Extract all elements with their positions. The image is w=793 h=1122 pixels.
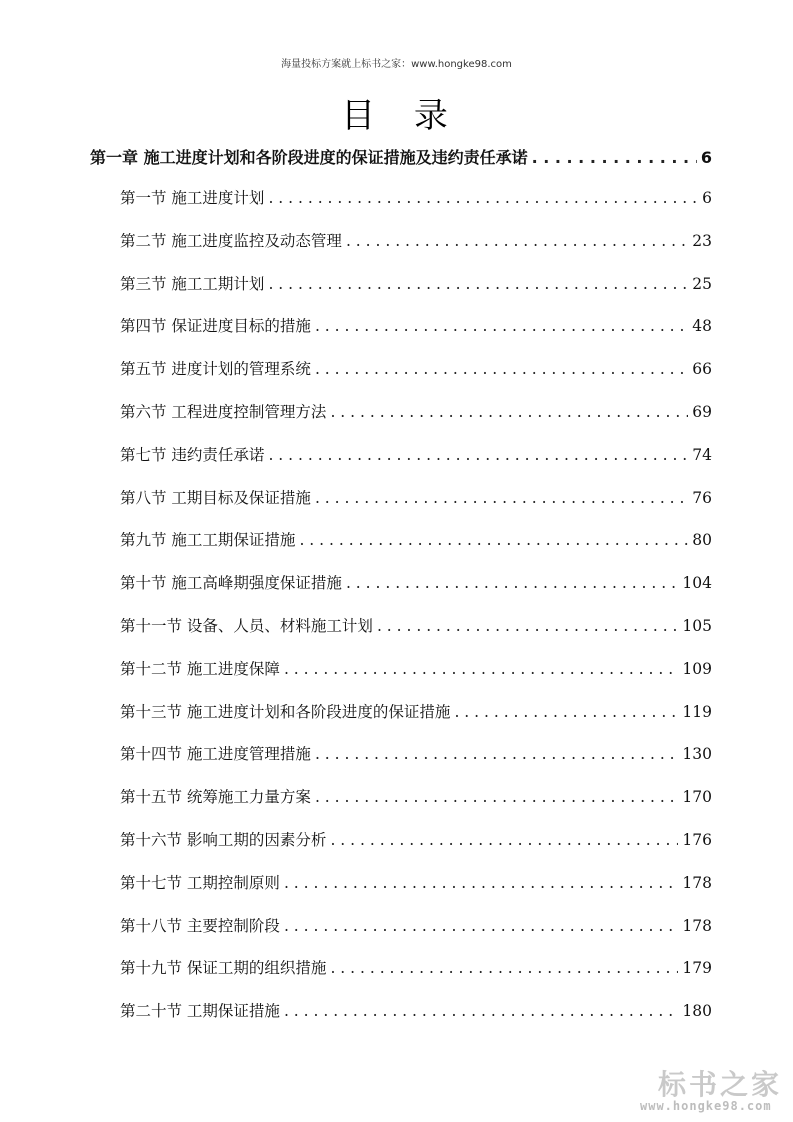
toc-page-number: 109 [682,659,712,678]
toc-dot-leader [284,912,678,940]
toc-dot-leader [315,783,678,811]
toc-entry-label: 第十六节 影响工期的因素分析 [120,831,327,849]
toc-page-number: 170 [682,788,712,807]
toc-dot-leader [315,355,688,383]
logo-url: www.hongke98.com [640,1099,772,1113]
toc-section-entry[interactable] [120,612,712,640]
toc-entry-label: 第十八节 主要控制阶段 [120,916,280,935]
header-note: 海量投标方案就上标书之家：www.hongke98.com [281,59,512,70]
toc-section-entry[interactable] [120,912,712,940]
toc-page-number: 179 [682,959,712,978]
toc-entry-label: 第四节 保证进度目标的措施 [120,317,311,336]
toc-entry-label: 第九节 施工工期保证措施 [120,531,296,550]
toc-section-entry[interactable] [120,740,712,768]
toc-dot-leader [315,484,688,512]
toc-page-number: 178 [682,916,712,935]
toc-entry-label: 第五节 进度计划的管理系统 [120,360,311,379]
toc-entry-label: 第十五节 统筹施工力量方案 [120,788,311,807]
toc-page-number: 25 [692,274,712,293]
toc-page-number: 76 [692,488,712,507]
toc-dot-leader [454,698,678,726]
toc-dot-leader [315,740,678,768]
toc-page-number: 6 [702,189,712,207]
toc-section-entry[interactable] [120,869,712,897]
toc-page-number: 80 [692,531,712,550]
toc-section-entry[interactable] [120,655,712,683]
toc-dot-leader [315,312,688,340]
toc-page-number: 176 [682,831,712,849]
toc-section-entry[interactable] [120,954,712,982]
toc-section-entry[interactable] [120,184,712,212]
toc-dot-leader [268,441,688,469]
toc-entry-label: 第十二节 施工进度保障 [120,659,280,678]
toc-entry-label: 第二节 施工进度监控及动态管理 [120,231,342,250]
toc-section-entry[interactable] [120,783,712,811]
toc-dot-leader [268,270,688,298]
toc-page-number: 130 [682,745,712,764]
toc-dot-leader [346,227,688,255]
toc-dot-leader [330,398,688,426]
toc-chapter-entry[interactable] [90,144,712,172]
toc-page-number: 66 [692,360,712,379]
toc-section-entry[interactable] [120,441,712,469]
toc-dot-leader [532,144,697,172]
toc-entry-label: 第二十节 工期保证措施 [120,1002,280,1021]
toc-page-number: 180 [682,1002,712,1021]
toc-entry-label: 第十七节 工期控制原则 [120,873,280,892]
footer-logo [640,1063,785,1115]
toc-entry-label: 第一章 施工进度计划和各阶段进度的保证措施及违约责任承诺 [90,148,528,167]
toc-dot-leader [346,569,678,597]
toc-section-entry[interactable] [120,484,712,512]
toc-section-entry[interactable] [120,997,712,1025]
toc-page-number: 6 [700,148,712,167]
page-title: 目 录 [341,96,462,136]
toc-entry-label: 第十四节 施工进度管理措施 [120,745,311,764]
toc-section-entry[interactable] [120,270,712,298]
toc-entry-label: 第十一节 设备、人员、材料施工计划 [120,617,373,635]
toc-entry-label: 第七节 违约责任承诺 [120,445,265,464]
toc-section-entry[interactable] [120,526,712,554]
toc-dot-leader [330,826,678,854]
toc-page-number: 105 [682,617,712,635]
toc-section-entry[interactable] [120,312,712,340]
toc-dot-leader [284,869,678,897]
logo-text: 标书之家 [658,1068,783,1101]
toc-entry-label: 第十九节 保证工期的组织措施 [120,959,327,978]
toc-dot-leader [268,184,698,212]
toc-entry-label: 第十三节 施工进度计划和各阶段进度的保证措施 [120,702,451,721]
toc-page-number: 119 [682,702,712,721]
toc-section-entry[interactable] [120,398,712,426]
toc-dot-leader [284,655,678,683]
toc-entry-label: 第六节 工程进度控制管理方法 [120,403,327,421]
toc-dot-leader [284,997,678,1025]
toc-page-number: 69 [692,403,712,421]
toc-page-number: 104 [682,574,712,593]
toc-dot-leader [377,612,678,640]
toc-section-entry[interactable] [120,569,712,597]
toc-section-entry[interactable] [120,698,712,726]
toc-section-entry[interactable] [120,826,712,854]
toc-page-number: 23 [692,231,712,250]
toc-entry-label: 第三节 施工工期计划 [120,274,265,293]
toc-page-number: 74 [692,445,712,464]
toc-section-entry[interactable] [120,227,712,255]
toc-section-entry[interactable] [120,355,712,383]
toc-page-number: 178 [682,873,712,892]
toc-entry-label: 第十节 施工高峰期强度保证措施 [120,574,342,593]
toc-page-number: 48 [692,317,712,336]
toc-entry-label: 第八节 工期目标及保证措施 [120,488,311,507]
toc-dot-leader [299,526,688,554]
toc-dot-leader [330,954,678,982]
toc-entry-label: 第一节 施工进度计划 [120,189,265,207]
